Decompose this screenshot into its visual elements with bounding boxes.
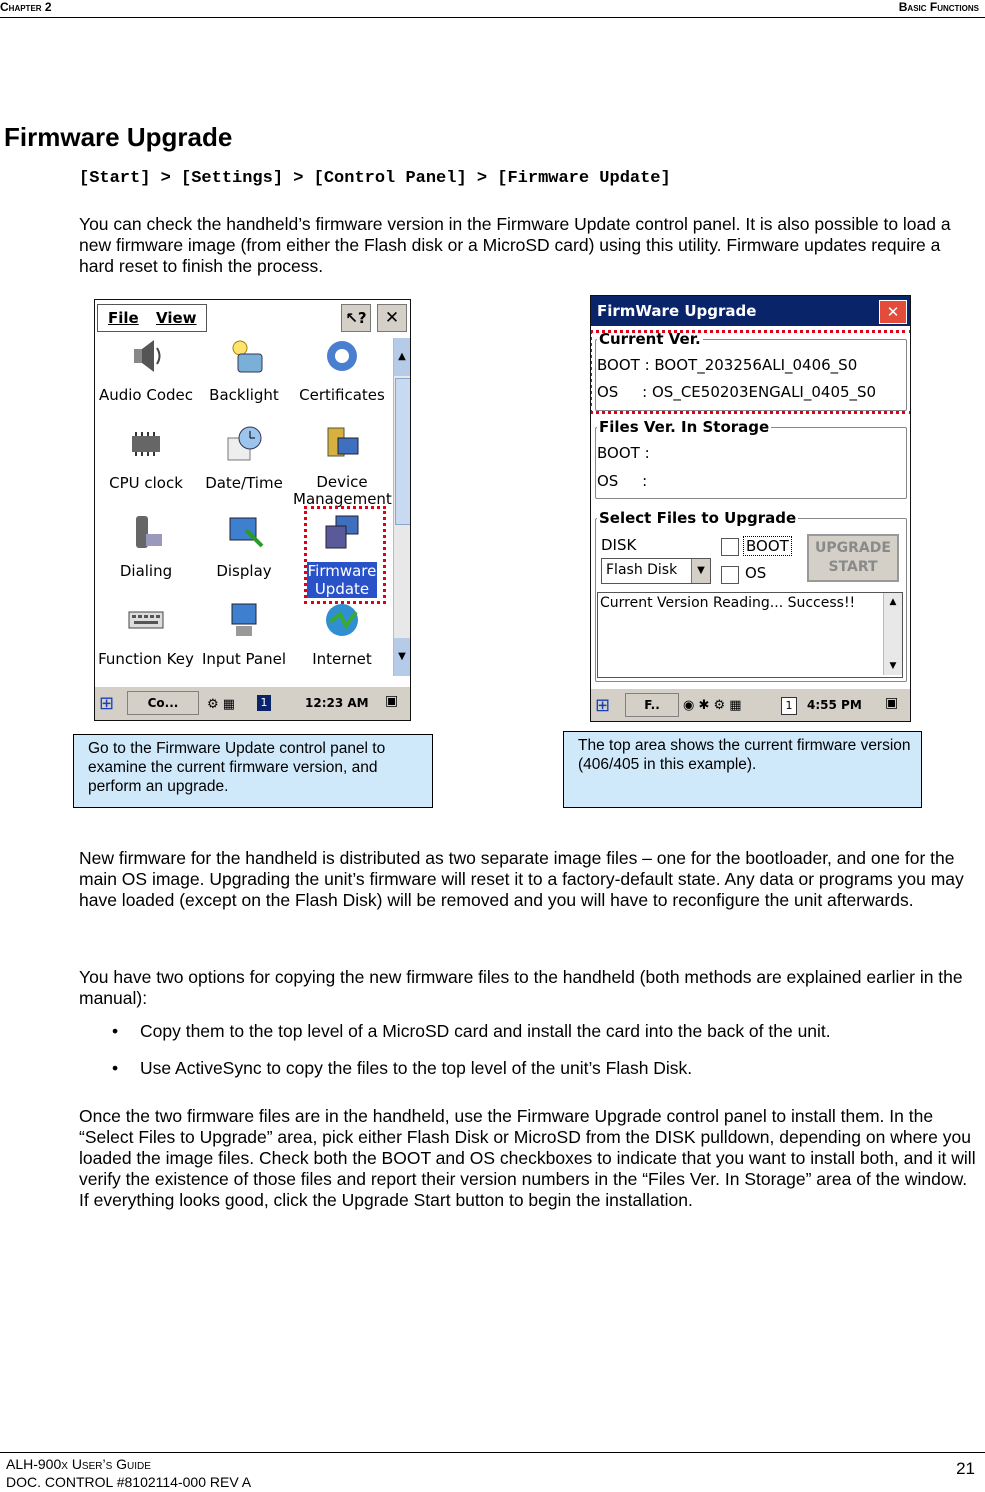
intro-paragraph: You can check the handheld’s firmware version in the Firmware Update control panel. It is also possible to load a new firmware image (from either the Flash disk or a MicroSD card) using this utility. Firmware updates require a hard reset to finish the process.	[79, 214, 951, 276]
taskbar-app-button[interactable]: Co...	[127, 691, 199, 715]
callout-right: The top area shows the current firmware version (406/405 in this example).	[563, 731, 922, 808]
title-bar	[591, 296, 911, 326]
status-textarea[interactable]	[597, 592, 903, 678]
status-scrollbar[interactable]	[883, 593, 902, 675]
cp-item-audio-codec[interactable]	[97, 336, 195, 404]
files-boot-version: BOOT :	[597, 444, 650, 462]
tray-icons: ◉ ✱ ⚙ ▦	[683, 698, 742, 713]
current-ver-label: Current Ver.	[599, 330, 701, 348]
cp-item-certificates[interactable]	[293, 336, 391, 404]
version-highlight	[590, 330, 911, 414]
cp-item-device-management[interactable]	[293, 424, 391, 508]
select-files-label: Select Files to Upgrade	[599, 509, 797, 527]
taskbar-clock: 4:55 PM	[807, 698, 862, 712]
callout-left: Go to the Firmware Update control panel to examine the current firmware version, and perform an upgrade.	[73, 734, 433, 808]
scroll-up-icon[interactable]: ▲	[889, 597, 897, 607]
chevron-down-icon[interactable]: ▼	[691, 559, 710, 583]
paragraph-3: Once the two firmware files are in the handheld, use the Firmware Upgrade control panel to install them. In the “Select Files to Upgrade” area, pick either Flash Disk or MicroSD from the DISK pulldown, depending on where you loaded the image files. Check both the BOOT and OS checkboxes to indicate that you want to install both, and it will verify the existence of those files and report their version numbers in the “Files Ver. In Storage” area of the window. If everything looks good, click the Upgrade Start button to begin the installation.	[79, 1106, 976, 1210]
item-label: Backlight	[209, 386, 279, 404]
chapter-header: Chapter 2	[0, 0, 52, 14]
scroll-up-icon[interactable]: ▲	[394, 338, 410, 376]
item-label: Date/Time	[205, 474, 283, 492]
current-os-version: OS : OS_CE50203ENGALI_0405_S0	[597, 383, 877, 401]
bullet-marker-1: •	[112, 1021, 119, 1041]
dialing-icon	[126, 512, 166, 552]
window-title: FirmWare Upgrade	[597, 302, 757, 320]
firmware-highlight	[304, 506, 386, 604]
tray-badge: 1	[257, 695, 271, 711]
item-label: Function Key	[98, 650, 194, 668]
item-label: Dialing	[119, 562, 173, 580]
current-boot-version: BOOT : BOOT_203256ALI_0406_S0	[597, 356, 858, 374]
menu-path: [Start] > [Settings] > [Control Panel] > [Firmware Update]	[79, 169, 671, 188]
input-panel-icon	[224, 600, 264, 640]
item-label: Audio Codec	[98, 386, 194, 404]
boot-checkbox-label: BOOT	[743, 536, 792, 556]
disk-label: DISK	[601, 536, 637, 554]
backlight-icon	[224, 336, 264, 376]
cp-item-display[interactable]	[195, 512, 293, 580]
scroll-down-icon[interactable]: ▼	[889, 661, 897, 671]
upgrade-start-button[interactable]	[807, 534, 899, 582]
page-number: 21	[956, 1459, 975, 1478]
footer-title: ALH-900x User’s Guide	[6, 1456, 151, 1472]
menu-bar	[97, 304, 207, 332]
footer-divider	[0, 1452, 985, 1453]
item-label: Firmware Update	[307, 562, 377, 598]
tray-icons: ⚙ ▦	[207, 697, 236, 712]
keyboard-icon	[126, 600, 166, 640]
section-header: Basic Functions	[898, 0, 979, 14]
boot-checkbox[interactable]	[721, 538, 739, 556]
desktop-icon[interactable]: ▣	[385, 693, 399, 709]
chip-icon	[126, 424, 166, 464]
item-label: CPU clock	[109, 474, 183, 492]
cp-item-date-time[interactable]	[195, 424, 293, 492]
tray-badge: 1	[781, 697, 797, 715]
globe-icon	[322, 600, 362, 640]
item-label: Input Panel	[201, 650, 287, 668]
scrollbar[interactable]	[393, 338, 410, 676]
disk-select[interactable]	[601, 558, 711, 584]
item-label: Device Management	[293, 473, 392, 508]
cp-item-input-panel[interactable]	[195, 600, 293, 668]
files-ver-label: Files Ver. In Storage	[599, 418, 770, 436]
cp-item-function-key[interactable]	[97, 600, 195, 668]
close-icon[interactable]: ✕	[377, 304, 407, 332]
header-divider	[0, 17, 985, 18]
bullet-marker-2: •	[112, 1058, 119, 1078]
os-checkbox[interactable]	[721, 566, 739, 584]
clock-icon	[224, 424, 264, 464]
speaker-icon	[126, 336, 166, 376]
device-management-icon	[322, 424, 362, 464]
cp-item-backlight[interactable]	[195, 336, 293, 404]
upgrade-button-line1: UPGRADE	[815, 540, 891, 556]
cp-item-internet[interactable]	[293, 600, 391, 668]
certificates-icon	[322, 336, 362, 376]
footer-control: DOC. CONTROL #8102114-000 REV A	[6, 1474, 252, 1490]
close-icon[interactable]: ✕	[879, 300, 907, 324]
item-label: Display	[216, 562, 272, 580]
bullet-1: Copy them to the top level of a MicroSD card and install the card into the back of the unit.	[140, 1021, 831, 1041]
help-icon[interactable]: ↖?	[341, 304, 371, 332]
control-panel-screenshot	[94, 299, 411, 721]
firmware-upgrade-screenshot	[590, 295, 911, 722]
scroll-thumb[interactable]	[395, 378, 411, 525]
taskbar-clock: 12:23 AM	[305, 696, 369, 710]
item-label: Internet	[312, 650, 372, 668]
start-icon[interactable]: ⊞	[99, 693, 115, 714]
start-icon[interactable]: ⊞	[595, 695, 611, 716]
paragraph-2: You have two options for copying the new firmware files to the handheld (both methods are explained earlier in the manual):	[79, 967, 963, 1008]
cp-item-dialing[interactable]	[97, 512, 195, 580]
status-text: Current Version Reading... Success!!	[600, 595, 856, 611]
bullet-2: Use ActiveSync to copy the files to the top level of the unit’s Flash Disk.	[140, 1058, 693, 1078]
menu-file[interactable]: File	[108, 309, 139, 327]
menu-view[interactable]: View	[156, 309, 197, 327]
item-label: Certificates	[299, 386, 385, 404]
paragraph-1: New firmware for the handheld is distributed as two separate image files – one for the bootloader, and one for the main OS image. Upgrading the unit’s firmware will reset it to a factory-default state. Any data or programs you may have loaded (except on the Flash Disk) will be removed and you will have to reconfigure the unit afterwards.	[79, 848, 964, 910]
taskbar-app-button[interactable]: F..	[625, 693, 679, 717]
taskbar	[95, 686, 411, 721]
files-os-version: OS :	[597, 472, 648, 490]
disk-select-value: Flash Disk	[606, 562, 678, 578]
os-checkbox-label: OS	[745, 564, 767, 582]
scroll-down-icon[interactable]: ▼	[394, 638, 410, 676]
desktop-icon[interactable]: ▣	[885, 695, 899, 711]
display-icon	[224, 512, 264, 552]
cp-item-cpu-clock[interactable]	[97, 424, 195, 492]
page-title: Firmware Upgrade	[4, 122, 233, 152]
taskbar	[591, 688, 911, 722]
upgrade-button-line2: START	[828, 559, 878, 575]
